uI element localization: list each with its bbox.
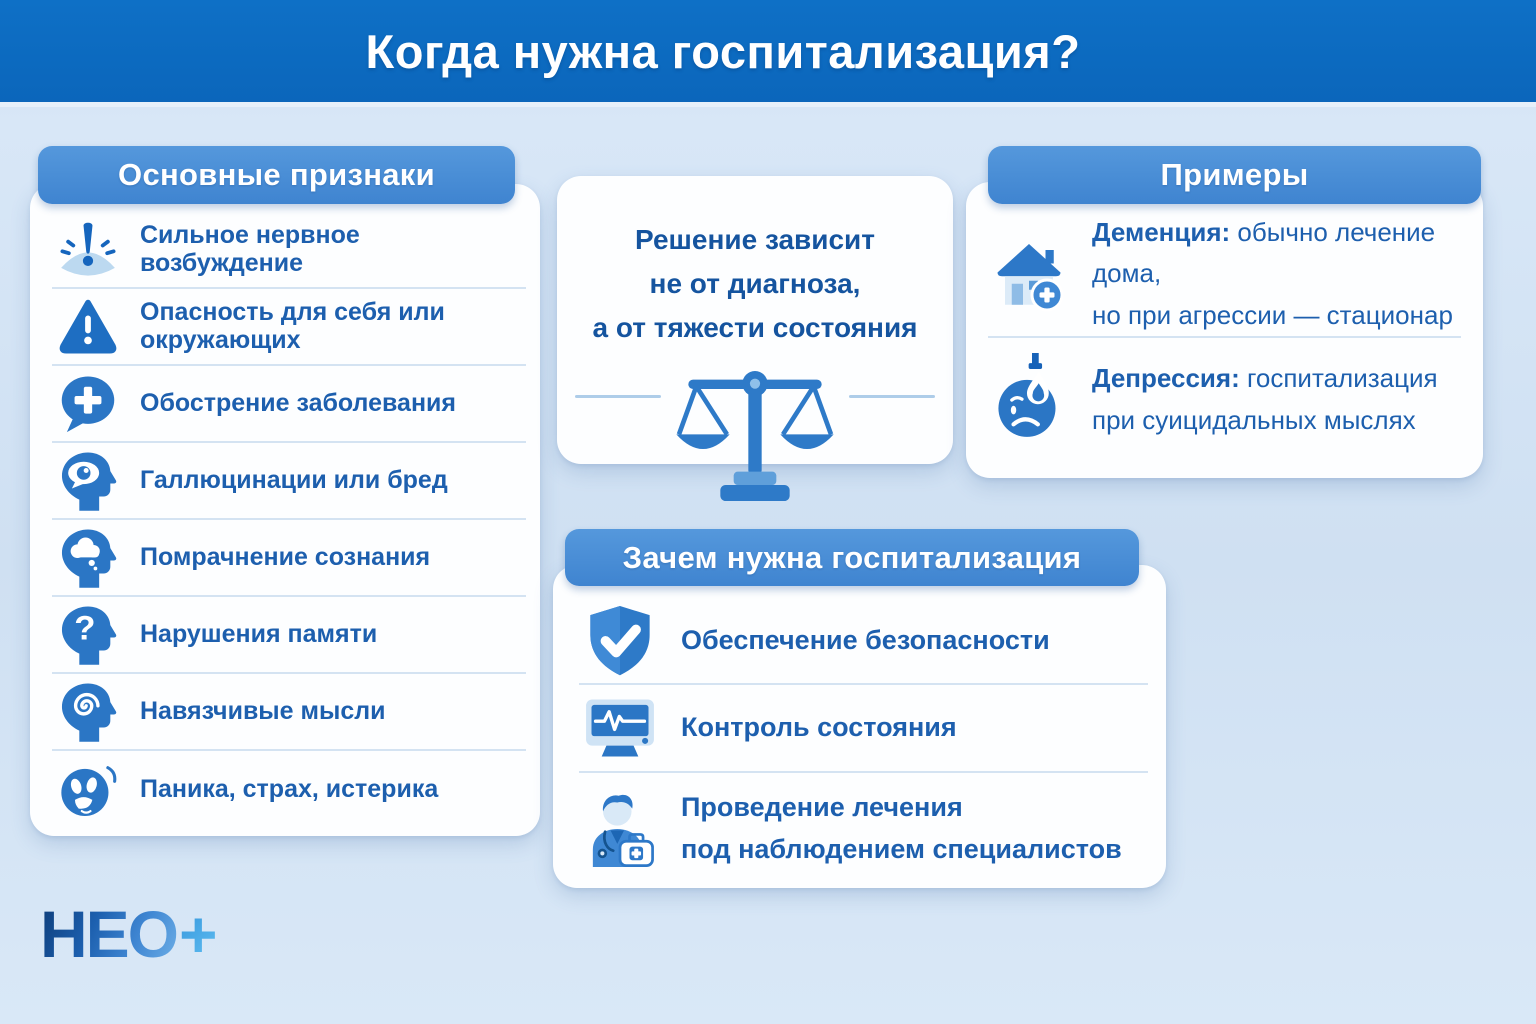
- decision-line: а от тяжести состояния: [592, 312, 918, 344]
- head-spiral-icon: [52, 678, 124, 746]
- example-text: [1092, 212, 1463, 337]
- example-term: Депрессия:: [1092, 363, 1240, 394]
- purpose-header-label: Зачем нужна госпитализация: [622, 539, 1082, 575]
- sign-label: Помрачнение сознания: [140, 542, 431, 571]
- examples-header-label: Примеры: [1160, 157, 1309, 192]
- example-line: но при агрессии — стационар: [1092, 299, 1453, 330]
- sign-row-confusion: [52, 520, 526, 597]
- purpose-row-treatment: [579, 773, 1148, 885]
- sad-face-icon: [990, 352, 1074, 448]
- logo-plus: +: [179, 897, 216, 971]
- head-cloud-icon: [52, 524, 124, 592]
- sign-label: Паника, страх, истерика: [140, 774, 439, 803]
- example-term: Деменция:: [1092, 216, 1231, 247]
- sign-label: Галлюцинации или бред: [140, 465, 448, 494]
- left-divider-line: [575, 395, 661, 398]
- signs-header: [38, 146, 515, 204]
- sign-row-memory: [52, 597, 526, 674]
- example-line: обычно лечение дома,: [1092, 216, 1436, 289]
- sign-row-obsessive: [52, 674, 526, 751]
- purpose-label: Контроль состояния: [681, 712, 957, 743]
- example-row-dementia: [990, 212, 1463, 336]
- purpose-label: Проведение лечения под наблюдением специалистов: [681, 792, 1122, 864]
- example-line: при суицидальных мыслях: [1092, 405, 1416, 435]
- sign-label: Нарушения памяти: [140, 619, 378, 648]
- panic-face-icon: [52, 756, 124, 824]
- decision-line: не от диагноза,: [649, 268, 861, 300]
- sign-row-panic: [52, 751, 526, 828]
- purpose-row-monitoring: [579, 685, 1148, 773]
- sign-label: Опасность для себя или окружающих: [140, 298, 445, 354]
- signs-header-label: Основные признаки: [118, 157, 435, 192]
- purpose-header: [565, 529, 1139, 586]
- doctor-icon: [579, 788, 661, 870]
- head-question-icon: [52, 601, 124, 669]
- purpose-panel: [553, 565, 1166, 888]
- decision-panel: [557, 176, 953, 464]
- examples-header: [988, 146, 1481, 204]
- sign-label: Обострение заболевания: [140, 388, 457, 417]
- shield-check-icon: [579, 600, 661, 682]
- house-plus-icon: [990, 226, 1074, 322]
- monitor-pulse-icon: [579, 687, 661, 769]
- purpose-row-safety: [579, 599, 1148, 685]
- scales-figure: [557, 365, 953, 509]
- burst-exclamation-icon: [52, 216, 124, 284]
- neo-plus-logo: [40, 896, 216, 972]
- decision-line: Решение зависит: [635, 224, 875, 255]
- example-text: [1092, 358, 1438, 441]
- head-eye-icon: [52, 447, 124, 515]
- examples-panel: [966, 182, 1483, 478]
- example-line: госпитализация: [1246, 363, 1438, 394]
- sign-row-danger: [52, 289, 526, 366]
- scales-icon: [671, 357, 839, 509]
- logo-text: НЕО: [40, 897, 178, 971]
- purpose-label: Обеспечение безопасности: [681, 625, 1050, 656]
- warning-triangle-icon: [52, 293, 124, 361]
- signs-panel: [30, 184, 540, 836]
- page-title: Когда нужна госпитализация?: [365, 24, 1081, 78]
- medical-bubble-icon: [52, 370, 124, 438]
- sign-row-hallucinations: [52, 443, 526, 520]
- right-divider-line: [849, 395, 935, 398]
- sign-label: Навязчивые мысли: [140, 696, 386, 725]
- svg-text:?: ?: [74, 608, 96, 647]
- sign-row-agitation: [52, 212, 526, 289]
- title-banner: [0, 0, 1536, 107]
- sign-row-exacerbation: [52, 366, 526, 443]
- sign-label: Сильное нервное возбуждение: [140, 221, 360, 277]
- example-row-depression: [990, 338, 1463, 462]
